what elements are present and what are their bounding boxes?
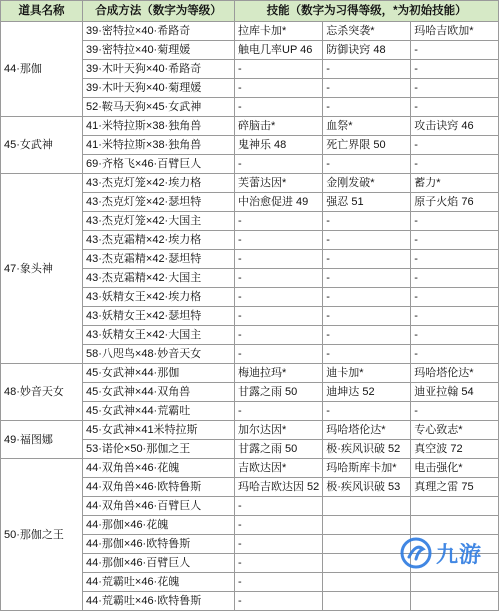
skill-cell: 玛哈吉欧达因 52 (235, 478, 323, 497)
fusion-method-cell: 53·诺伦×50·那伽之王 (83, 440, 235, 459)
fusion-method-cell: 43·妖精女王×42·大国主 (83, 326, 235, 345)
skill-cell: 触电几率UP 46 (235, 41, 323, 60)
skill-cell: 碎脑击* (235, 117, 323, 136)
skill-cell: - (411, 79, 499, 98)
skill-cell: 迪坤达 52 (323, 383, 411, 402)
watermark-text: 九游 (436, 541, 483, 567)
skill-cell: 原子火焰 76 (411, 193, 499, 212)
fusion-method-cell: 44·那伽×46·百臂巨人 (83, 554, 235, 573)
skill-cell (411, 497, 499, 516)
fusion-method-cell: 39·木叶天狗×40·菊理媛 (83, 79, 235, 98)
fusion-method-cell: 44·荒霸吐×46·花魄 (83, 573, 235, 592)
skill-cell: - (411, 212, 499, 231)
skill-cell: 死亡界限 50 (323, 136, 411, 155)
skill-cell: 玛哈吉欧加* (411, 22, 499, 41)
fusion-method-cell: 52·鞍马天狗×45·女武神 (83, 98, 235, 117)
skill-cell: 强忍 51 (323, 193, 411, 212)
skill-cell: - (411, 288, 499, 307)
header-item: 道具名称 (1, 1, 83, 22)
fusion-method-cell: 44·那伽×46·花魄 (83, 516, 235, 535)
skill-cell (323, 592, 411, 611)
skill-cell: - (235, 155, 323, 174)
skill-cell: 玛哈塔伦达* (323, 421, 411, 440)
fusion-method-cell: 43·杰克灯笼×42·大国主 (83, 212, 235, 231)
fusion-method-cell: 44·双角兽×46·百臂巨人 (83, 497, 235, 516)
skill-cell: - (323, 231, 411, 250)
skill-cell: 加尔达因* (235, 421, 323, 440)
skill-cell: 鬼神乐 48 (235, 136, 323, 155)
fusion-method-cell: 43·妖精女王×42·瑟坦特 (83, 307, 235, 326)
watermark (400, 534, 496, 572)
item-name-cell: 44·那伽 (1, 22, 83, 117)
skill-cell: - (235, 250, 323, 269)
skill-cell: 电击强化* (411, 459, 499, 478)
skill-cell: - (411, 155, 499, 174)
table-header-row (1, 1, 499, 22)
table-row (1, 174, 499, 193)
fusion-method-cell: 58·八咫鸟×48·妙音天女 (83, 345, 235, 364)
skill-cell: - (235, 592, 323, 611)
table-row (1, 421, 499, 440)
fusion-method-cell: 39·密特拉×40·菊理媛 (83, 41, 235, 60)
fusion-method-cell: 45·女武神×41米特拉斯 (83, 421, 235, 440)
skill-cell (323, 535, 411, 554)
skill-cell: 芙蕾达因* (235, 174, 323, 193)
skill-cell: - (235, 60, 323, 79)
skill-cell: - (411, 269, 499, 288)
fusion-method-cell: 44·双角兽×46·欧特鲁斯 (83, 478, 235, 497)
skill-cell: - (323, 402, 411, 421)
skill-cell: 血祭* (323, 117, 411, 136)
fusion-method-cell: 43·杰克霜精×42·瑟坦特 (83, 250, 235, 269)
skill-cell: 甘露之雨 50 (235, 383, 323, 402)
fusion-method-cell: 44·那伽×46·欧特鲁斯 (83, 535, 235, 554)
table-row (1, 459, 499, 478)
fusion-method-cell: 43·杰克霜精×42·埃力格 (83, 231, 235, 250)
skill-cell: 防御诀窍 48 (323, 41, 411, 60)
skill-cell: - (323, 307, 411, 326)
skill-cell: - (323, 288, 411, 307)
fusion-method-cell: 39·密特拉×40·希路奇 (83, 22, 235, 41)
skill-cell (411, 573, 499, 592)
skill-cell: 金刚发破* (323, 174, 411, 193)
skill-cell: - (235, 79, 323, 98)
fusion-method-cell: 45·女武神×44·荒霸吐 (83, 402, 235, 421)
fusion-method-cell: 43·杰克霜精×42·大国主 (83, 269, 235, 288)
skill-cell (323, 497, 411, 516)
skill-cell: - (411, 231, 499, 250)
skill-cell: - (323, 98, 411, 117)
skill-cell: 玛哈斯库卡加* (323, 459, 411, 478)
fusion-method-cell: 43·杰克灯笼×42·瑟坦特 (83, 193, 235, 212)
skill-cell: - (235, 326, 323, 345)
skill-cell: - (323, 60, 411, 79)
skill-cell: 真空波 72 (411, 440, 499, 459)
skill-cell: 迪卡加* (323, 364, 411, 383)
skill-cell: - (235, 497, 323, 516)
skill-cell: - (235, 516, 323, 535)
table-row (1, 117, 499, 136)
fusion-method-cell: 43·杰克灯笼×42·埃力格 (83, 174, 235, 193)
fusion-method-cell: 43·妖精女王×42·埃力格 (83, 288, 235, 307)
skill-cell: 忘杀突袭* (323, 22, 411, 41)
skill-cell: - (323, 79, 411, 98)
skill-cell: - (323, 345, 411, 364)
skill-cell: 真理之雷 75 (411, 478, 499, 497)
header-method: 合成方法（数字为等级） (83, 1, 235, 22)
skill-cell: 吉欧达因* (235, 459, 323, 478)
skill-cell: - (235, 345, 323, 364)
skill-cell (323, 554, 411, 573)
skill-cell: - (323, 212, 411, 231)
item-name-cell: 49·福图娜 (1, 421, 83, 459)
skill-cell: - (323, 326, 411, 345)
skill-cell: - (411, 41, 499, 60)
fusion-method-cell: 44·双角兽×46·花魄 (83, 459, 235, 478)
skill-cell: 专心致志* (411, 421, 499, 440)
skill-cell: - (411, 136, 499, 155)
skill-cell: - (235, 402, 323, 421)
skill-cell: - (411, 345, 499, 364)
skill-cell: 玛哈塔伦达* (411, 364, 499, 383)
skill-cell: 中治愈促进 49 (235, 193, 323, 212)
skill-cell: - (235, 212, 323, 231)
fusion-method-cell: 44·荒霸吐×46·欧特鲁斯 (83, 592, 235, 611)
skill-cell: 拉库卡加* (235, 22, 323, 41)
skill-cell: - (235, 573, 323, 592)
fusion-method-cell: 41·米特拉斯×38·独角兽 (83, 117, 235, 136)
fusion-method-cell: 69·齐格飞×46·百臂巨人 (83, 155, 235, 174)
skill-cell (323, 573, 411, 592)
skill-cell: 极·疾风识破 53 (323, 478, 411, 497)
skill-cell: - (411, 307, 499, 326)
skill-cell (323, 516, 411, 535)
skill-cell: - (235, 269, 323, 288)
skill-cell: 蓄力* (411, 174, 499, 193)
skill-cell: - (411, 326, 499, 345)
item-name-cell: 47·象头神 (1, 174, 83, 364)
skill-cell: - (411, 98, 499, 117)
skill-cell: - (411, 250, 499, 269)
skill-cell: - (235, 307, 323, 326)
fusion-method-cell: 41·米特拉斯×38·独角兽 (83, 136, 235, 155)
skill-cell: - (235, 98, 323, 117)
skill-cell: - (235, 535, 323, 554)
skill-cell: 极·疾风识破 52 (323, 440, 411, 459)
header-skills: 技能（数字为习得等级，*为初始技能） (235, 1, 499, 22)
skill-cell: - (235, 288, 323, 307)
skill-cell: - (323, 155, 411, 174)
skill-cell: 梅迪拉玛* (235, 364, 323, 383)
skill-cell: 迪亚拉翰 54 (411, 383, 499, 402)
skill-cell: - (235, 231, 323, 250)
table-row (1, 364, 499, 383)
item-name-cell: 48·妙音天女 (1, 364, 83, 421)
skill-cell (411, 592, 499, 611)
fusion-method-cell: 45·女武神×44·双角兽 (83, 383, 235, 402)
skill-cell: - (323, 269, 411, 288)
jiuyou-logo-icon (400, 537, 432, 569)
table-row (1, 22, 499, 41)
skill-cell: - (323, 250, 411, 269)
skill-cell: 甘露之雨 50 (235, 440, 323, 459)
fusion-method-cell: 45·女武神×44·那伽 (83, 364, 235, 383)
item-name-cell: 45·女武神 (1, 117, 83, 174)
skill-cell: - (411, 402, 499, 421)
skill-cell (411, 516, 499, 535)
fusion-method-cell: 39·木叶天狗×40·希路奇 (83, 60, 235, 79)
skill-cell: 攻击诀窍 46 (411, 117, 499, 136)
item-name-cell: 50·那伽之王 (1, 459, 83, 611)
skill-cell: - (411, 60, 499, 79)
skill-cell: - (235, 554, 323, 573)
